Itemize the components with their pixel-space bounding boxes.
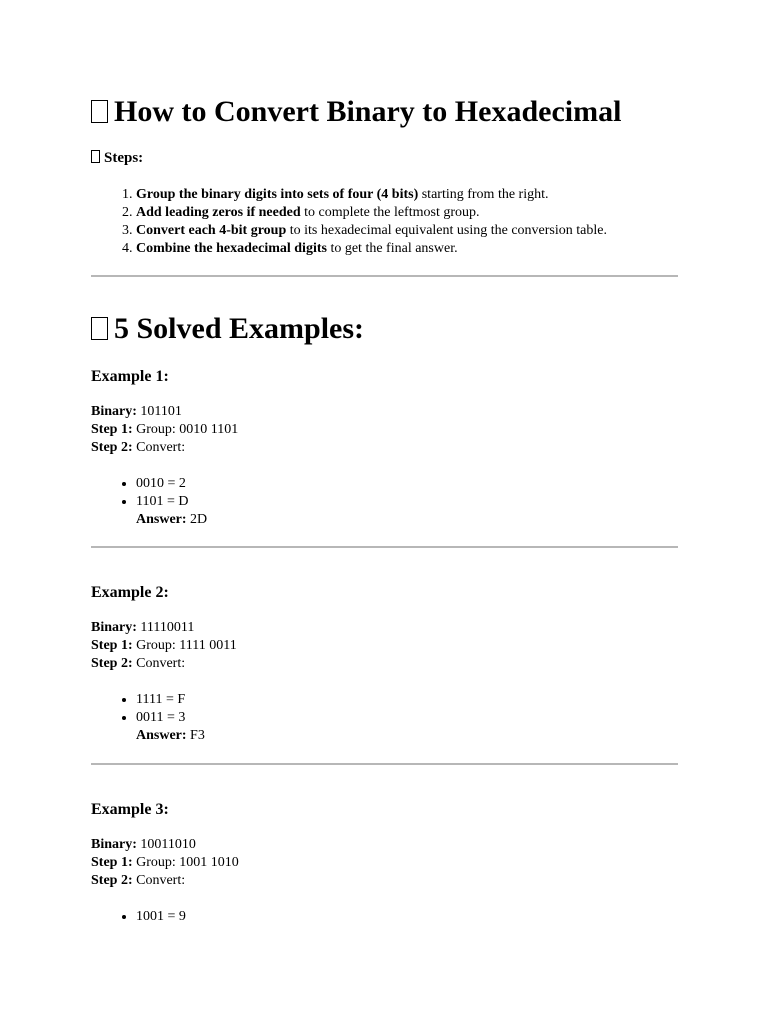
step2-line bbox=[91, 655, 678, 673]
step-text: to its hexadecimal equivalent using the conversion table. bbox=[286, 223, 607, 238]
binary-value: 10011010 bbox=[140, 837, 196, 852]
conversion-item: • 1001 = 9 bbox=[136, 908, 678, 926]
steps-heading-text: Steps: bbox=[104, 150, 144, 166]
step2-label: Step 2: bbox=[91, 873, 133, 888]
step-item bbox=[136, 222, 696, 240]
binary-value: 101101 bbox=[140, 404, 182, 419]
example-details bbox=[91, 619, 678, 673]
steps-heading bbox=[91, 149, 143, 167]
example-block bbox=[91, 367, 678, 529]
step-item bbox=[136, 186, 696, 204]
step1-label: Step 1: bbox=[91, 422, 133, 437]
section-title-how-to-convert bbox=[91, 95, 621, 129]
answer-value: 2D bbox=[190, 512, 208, 527]
binary-label: Binary: bbox=[91, 404, 137, 419]
step1-line bbox=[91, 854, 678, 872]
conversion-item: • 1101 = D bbox=[136, 493, 678, 511]
section-title-text: 5 Solved Examples: bbox=[114, 312, 365, 345]
answer-label: Answer: bbox=[136, 512, 187, 527]
binary-value: 11110011 bbox=[140, 620, 195, 635]
step-bold-text: Convert each 4-bit group bbox=[136, 223, 287, 238]
conversion-list bbox=[91, 908, 678, 926]
step-item bbox=[136, 204, 696, 222]
step2-line bbox=[91, 872, 678, 890]
example-title: Example 3: bbox=[91, 801, 169, 818]
section-title-solved-examples bbox=[91, 312, 364, 346]
step-bold-text: Group the binary digits into sets of four (4 bits) bbox=[136, 187, 419, 202]
example-title: Example 2: bbox=[91, 584, 169, 601]
missing-glyph-icon bbox=[91, 150, 100, 163]
example-details bbox=[91, 836, 678, 890]
step1-line bbox=[91, 637, 678, 655]
step1-value: Group: 0010 1101 bbox=[136, 422, 239, 437]
step-bold-text: Combine the hexadecimal digits bbox=[136, 241, 327, 256]
conversion-item: • 0011 = 3 bbox=[136, 709, 678, 727]
binary-line bbox=[91, 836, 678, 854]
step1-line bbox=[91, 421, 678, 439]
answer-label: Answer: bbox=[136, 728, 187, 743]
step-text: to complete the leftmost group. bbox=[300, 205, 480, 220]
example-details bbox=[91, 403, 678, 457]
binary-line bbox=[91, 403, 678, 421]
example-title: Example 1: bbox=[91, 368, 169, 385]
binary-line bbox=[91, 619, 678, 637]
step1-label: Step 1: bbox=[91, 855, 133, 870]
missing-glyph-icon bbox=[91, 317, 108, 340]
section-divider bbox=[91, 763, 678, 765]
binary-label: Binary: bbox=[91, 837, 137, 852]
conversion-item: • 0010 = 2 bbox=[136, 475, 678, 493]
answer-line bbox=[91, 727, 678, 745]
section-title-text: How to Convert Binary to Hexadecimal bbox=[114, 95, 622, 128]
example-block bbox=[91, 800, 678, 926]
step1-label: Step 1: bbox=[91, 638, 133, 653]
step2-label: Step 2: bbox=[91, 656, 133, 671]
section-divider bbox=[91, 275, 678, 277]
answer-line bbox=[91, 511, 678, 529]
conversion-item: • 1111 = F bbox=[136, 691, 678, 709]
binary-label: Binary: bbox=[91, 620, 137, 635]
step1-value: Group: 1001 1010 bbox=[136, 855, 239, 870]
step-text: starting from the right. bbox=[418, 187, 549, 202]
step2-line bbox=[91, 439, 678, 457]
section-divider bbox=[91, 546, 678, 548]
conversion-list bbox=[91, 691, 678, 727]
step2-label: Step 2: bbox=[91, 440, 133, 455]
step2-value: Convert: bbox=[136, 440, 186, 455]
step-bold-text: Add leading zeros if needed bbox=[136, 205, 301, 220]
step1-value: Group: 1111 0011 bbox=[136, 638, 237, 653]
steps-list bbox=[91, 186, 696, 258]
step-item bbox=[136, 240, 696, 258]
example-block bbox=[91, 583, 678, 745]
conversion-list bbox=[91, 475, 678, 511]
missing-glyph-icon bbox=[91, 100, 108, 123]
answer-value: F3 bbox=[190, 728, 205, 743]
step2-value: Convert: bbox=[136, 873, 186, 888]
step2-value: Convert: bbox=[136, 656, 186, 671]
step-text: to get the final answer. bbox=[326, 241, 458, 256]
